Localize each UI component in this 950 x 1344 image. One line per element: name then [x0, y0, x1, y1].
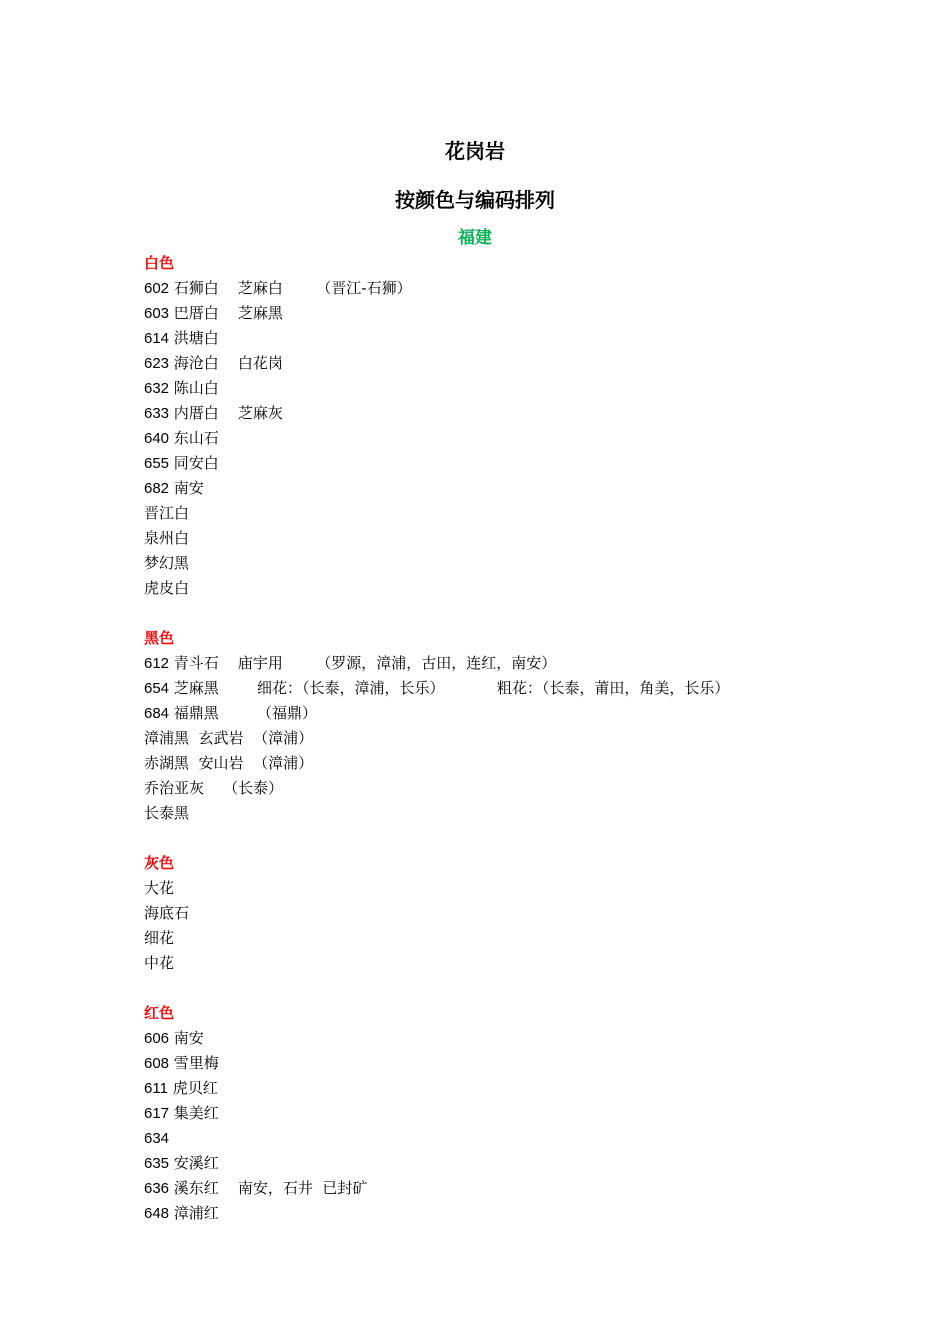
- stone-description: 长泰黑: [144, 804, 190, 822]
- stone-description: 海沧白 白花岗: [169, 354, 283, 372]
- stone-code: 682: [144, 480, 170, 497]
- stone-code: 634: [144, 1130, 170, 1147]
- document-subtitle: 按颜色与编码排列: [395, 188, 555, 212]
- stone-description: 海底石: [144, 904, 190, 922]
- stone-description: 洪塘白: [169, 329, 219, 347]
- stone-description: 东山石: [169, 429, 219, 447]
- stone-entry: [144, 1051, 864, 1076]
- stone-description: 雪里梅: [169, 1054, 219, 1072]
- color-section: [144, 626, 864, 826]
- stone-entry: [144, 651, 864, 676]
- stone-entry: [144, 276, 864, 301]
- stone-entry: [144, 451, 864, 476]
- color-section: [144, 251, 864, 601]
- stone-description: 细花: [144, 929, 175, 947]
- color-section: [144, 1001, 864, 1226]
- stone-entry: [144, 476, 864, 501]
- stone-code: 623: [144, 355, 170, 372]
- stone-code: 602: [144, 280, 170, 297]
- stone-entry: [144, 676, 864, 701]
- stone-code: 632: [144, 380, 170, 397]
- stone-entry: [144, 526, 864, 551]
- stone-entry: [144, 401, 864, 426]
- stone-description: 大花: [144, 879, 175, 897]
- stone-entry: [144, 801, 864, 826]
- stone-code: 633: [144, 405, 170, 422]
- stone-description: 梦幻黑: [144, 554, 190, 572]
- stone-entry: [144, 1176, 864, 1201]
- color-section-heading: 灰色: [144, 854, 175, 872]
- stone-code: 684: [144, 705, 170, 722]
- granite-list: [144, 251, 864, 1226]
- stone-entry: [144, 751, 864, 776]
- stone-description: 溪东红 南安，石井 已封矿: [169, 1179, 368, 1197]
- stone-description: 福鼎黑 （福鼎）: [169, 704, 317, 722]
- stone-description: 漳浦红: [169, 1204, 219, 1222]
- stone-code: 655: [144, 455, 170, 472]
- stone-entry: [144, 1076, 864, 1101]
- stone-description: 乔治亚灰 （长泰）: [144, 779, 284, 797]
- stone-entry: [144, 576, 864, 601]
- stone-entry: [144, 776, 864, 801]
- stone-description: 赤湖黑 安山岩 （漳浦）: [144, 754, 314, 772]
- stone-code: 612: [144, 655, 170, 672]
- stone-description: 虎贝红: [167, 1079, 218, 1097]
- stone-code: 635: [144, 1155, 170, 1172]
- stone-entry: [144, 326, 864, 351]
- color-section-heading: 黑色: [144, 629, 175, 647]
- stone-entry: [144, 1026, 864, 1051]
- stone-code: 608: [144, 1055, 170, 1072]
- stone-entry: [144, 1126, 864, 1151]
- stone-description: 南安: [169, 1029, 204, 1047]
- stone-entry: [144, 501, 864, 526]
- stone-description: 石狮白 芝麻白 （晋江-石狮）: [169, 279, 412, 297]
- stone-description: 芝麻黑 细花：（长泰，漳浦，长乐） 粗花：（长泰，莆田，角美，长乐）: [169, 679, 730, 697]
- stone-code: 611: [144, 1080, 168, 1097]
- stone-code: 606: [144, 1030, 170, 1047]
- stone-entry: [144, 551, 864, 576]
- stone-code: 617: [144, 1105, 170, 1122]
- stone-entry: [144, 301, 864, 326]
- stone-entry: [144, 876, 864, 901]
- stone-description: 青斗石 庙宇用 （罗源，漳浦，古田，连红，南安）: [169, 654, 557, 672]
- stone-code: 614: [144, 330, 170, 347]
- stone-code: 654: [144, 680, 170, 697]
- stone-description: 虎皮白: [144, 579, 190, 597]
- color-section-heading: 红色: [144, 1004, 175, 1022]
- stone-description: 内厝白 芝麻灰: [169, 404, 283, 422]
- stone-entry: [144, 951, 864, 976]
- region-heading: 福建: [458, 228, 492, 248]
- stone-entry: [144, 926, 864, 951]
- stone-description: 南安: [169, 479, 204, 497]
- stone-description: 泉州白: [144, 529, 190, 547]
- stone-description: 巴厝白 芝麻黑: [169, 304, 283, 322]
- stone-description: 陈山白: [169, 379, 219, 397]
- stone-entry: [144, 901, 864, 926]
- stone-code: 648: [144, 1205, 170, 1222]
- color-section: [144, 851, 864, 976]
- stone-description: 漳浦黑 玄武岩 （漳浦）: [144, 729, 314, 747]
- stone-description: 中花: [144, 954, 175, 972]
- stone-entry: [144, 351, 864, 376]
- stone-entry: [144, 1101, 864, 1126]
- stone-entry: [144, 1151, 864, 1176]
- stone-entry: [144, 426, 864, 451]
- stone-description: 晋江白: [144, 504, 190, 522]
- stone-entry: [144, 726, 864, 751]
- document-title: 花岗岩: [445, 139, 505, 163]
- stone-code: 640: [144, 430, 170, 447]
- stone-entry: [144, 1201, 864, 1226]
- stone-description: 集美红: [169, 1104, 219, 1122]
- stone-description: 同安白: [169, 454, 219, 472]
- stone-code: 636: [144, 1180, 170, 1197]
- stone-code: 603: [144, 305, 170, 322]
- color-section-heading: 白色: [144, 254, 175, 272]
- stone-description: 安溪红: [169, 1154, 219, 1172]
- stone-entry: [144, 701, 864, 726]
- stone-entry: [144, 376, 864, 401]
